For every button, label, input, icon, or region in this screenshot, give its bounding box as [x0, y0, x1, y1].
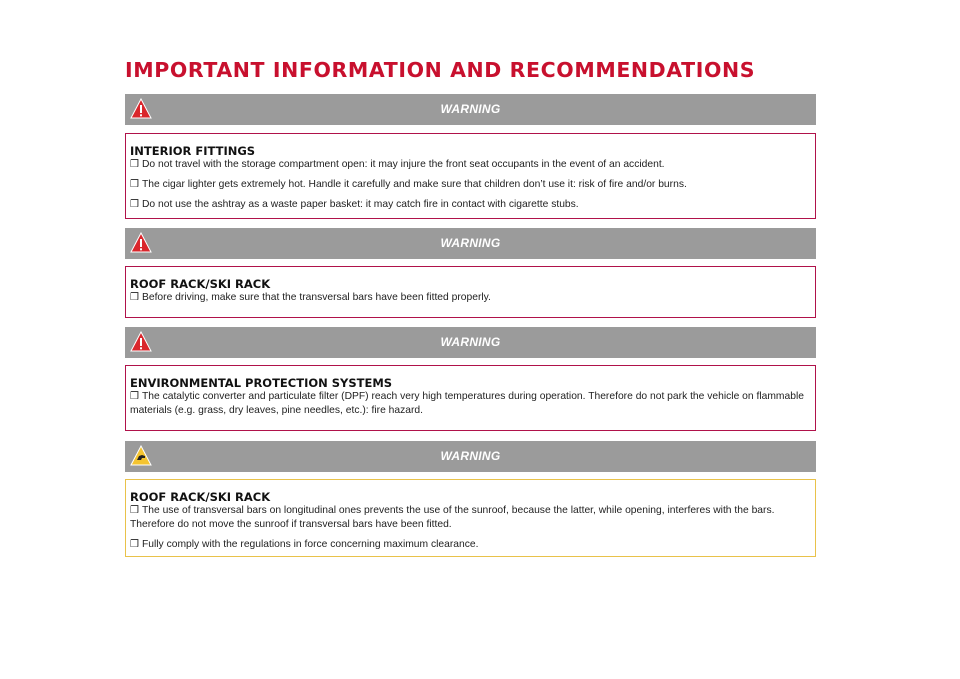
bullet-icon: ❒ [130, 159, 139, 170]
section-heading: ROOF RACK/SKI RACK [130, 490, 271, 504]
bullet-icon: ❒ [130, 505, 139, 516]
warning-header [125, 228, 816, 259]
list-item: ❒ Do not travel with the storage compartment open: it may injure the front seat occupants in the event of an accident. [130, 159, 665, 170]
list-item: ❒ Do not use the ashtray as a waste paper basket: it may catch fire in contact with cigarette stubs. [130, 199, 579, 210]
warning-label: WARNING [440, 449, 501, 463]
bullet-icon: ❒ [130, 391, 139, 402]
section-heading: ROOF RACK/SKI RACK [130, 277, 271, 291]
warning-label: WARNING [440, 236, 501, 250]
caution-box-roof-rack [125, 479, 816, 557]
warning-header [125, 94, 816, 125]
bullet-icon: ❒ [130, 179, 139, 190]
list-item: ❒ The catalytic converter and particulate filter (DPF) reach very high temperatures during operation. Therefore do not park the vehicle on flammable materials (e.g. grass, dry leaves, pine needles, etc.): fire hazard. [130, 391, 804, 416]
section-heading: ENVIRONMENTAL PROTECTION SYSTEMS [130, 376, 393, 390]
bullet-icon: ❒ [130, 292, 139, 303]
section-heading: INTERIOR FITTINGS [130, 144, 256, 158]
warning-box-roof-rack [125, 266, 816, 318]
list-item: ❒ The cigar lighter gets extremely hot. Handle it carefully and make sure that children don’t use it: risk of fire and/or burns. [130, 179, 687, 190]
warning-header [125, 327, 816, 358]
warning-label: WARNING [440, 102, 501, 116]
warning-box-environmental [125, 365, 816, 431]
page-title: IMPORTANT INFORMATION AND RECOMMENDATIONS [125, 58, 756, 82]
list-item: ❒ Before driving, make sure that the transversal bars have been fitted properly. [130, 292, 491, 303]
warning-label: WARNING [440, 335, 501, 349]
list-item: ❒ The use of transversal bars on longitudinal ones prevents the use of the sunroof, because the latter, while opening, interferes with the bars. Therefore do not move the sunroof if transversal bars have been fitted. [130, 505, 775, 530]
bullet-icon: ❒ [130, 539, 139, 550]
list-item: ❒ Fully comply with the regulations in force concerning maximum clearance. [130, 539, 479, 550]
caution-header [125, 441, 816, 472]
warning-box-interior-fittings [125, 133, 816, 219]
bullet-icon: ❒ [130, 199, 139, 210]
